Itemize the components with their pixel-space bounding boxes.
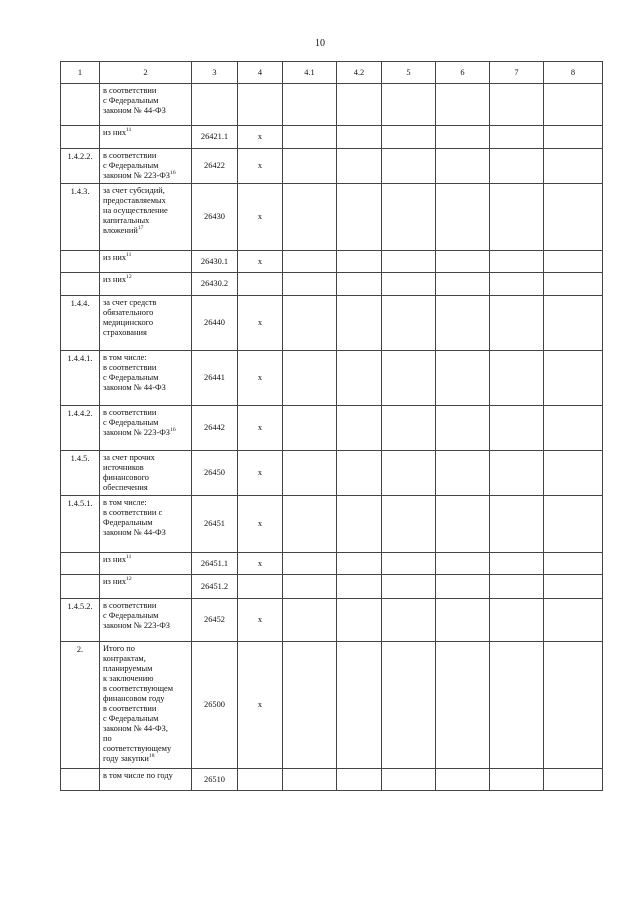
- row-col4-mark: x: [238, 406, 283, 451]
- label-line: с Федеральным: [103, 96, 159, 105]
- empty-cell: [544, 451, 603, 496]
- empty-cell: [283, 553, 337, 575]
- column-header: 6: [436, 62, 490, 84]
- empty-cell: [382, 642, 436, 769]
- empty-cell: [337, 251, 382, 273]
- row-code: 26430: [192, 184, 238, 251]
- empty-cell: [382, 296, 436, 351]
- empty-cell: [382, 149, 436, 184]
- empty-cell: [337, 451, 382, 496]
- label-line: в соответствии: [103, 704, 157, 713]
- row-number: [61, 553, 100, 575]
- row-col4-mark: x: [238, 553, 283, 575]
- footnote-ref: 11: [126, 554, 132, 561]
- label-line: законом № 44-ФЗ,: [103, 724, 168, 733]
- label-line: из них: [103, 555, 127, 564]
- table-row: [61, 406, 603, 451]
- table-row: [61, 149, 603, 184]
- empty-cell: [382, 406, 436, 451]
- label-line: году закупки: [103, 754, 149, 763]
- label-line: в соответствии: [103, 408, 157, 417]
- empty-cell: [436, 553, 490, 575]
- empty-cell: [436, 575, 490, 599]
- empty-cell: [337, 599, 382, 642]
- table-row: [61, 351, 603, 406]
- footnote-ref: 12: [126, 576, 132, 583]
- column-header: 2: [100, 62, 192, 84]
- row-col4-mark: x: [238, 149, 283, 184]
- row-number: [61, 251, 100, 273]
- row-label: [100, 351, 192, 406]
- row-code: 26451.1: [192, 553, 238, 575]
- table-row: [61, 126, 603, 149]
- row-label: [100, 149, 192, 184]
- empty-cell: [382, 273, 436, 296]
- empty-cell: [490, 496, 544, 553]
- row-number: 1.4.5.2.: [61, 599, 100, 642]
- label-line: соответствующему: [103, 744, 172, 753]
- empty-cell: [337, 273, 382, 296]
- row-code: [192, 84, 238, 126]
- empty-cell: [436, 451, 490, 496]
- column-header: 4.2: [337, 62, 382, 84]
- row-label: [100, 599, 192, 642]
- empty-cell: [490, 126, 544, 149]
- table-row: [61, 553, 603, 575]
- row-code: 26450: [192, 451, 238, 496]
- empty-cell: [490, 273, 544, 296]
- empty-cell: [436, 251, 490, 273]
- empty-cell: [436, 84, 490, 126]
- label-line: из них: [103, 577, 127, 586]
- label-line: в соответствии: [103, 151, 157, 160]
- empty-cell: [382, 451, 436, 496]
- table-row: [61, 273, 603, 296]
- label-line: из них: [103, 128, 127, 137]
- row-number: [61, 84, 100, 126]
- row-label: [100, 553, 192, 575]
- label-line: в соответствии: [103, 86, 157, 95]
- column-header: 3: [192, 62, 238, 84]
- column-header: 7: [490, 62, 544, 84]
- label-line: в том числе:: [103, 498, 147, 507]
- empty-cell: [382, 769, 436, 791]
- table-row: [61, 184, 603, 251]
- column-header: 1: [61, 62, 100, 84]
- table-row: [61, 642, 603, 769]
- empty-cell: [490, 149, 544, 184]
- empty-cell: [490, 575, 544, 599]
- label-line: из них: [103, 275, 127, 284]
- empty-cell: [337, 769, 382, 791]
- empty-cell: [544, 575, 603, 599]
- empty-cell: [337, 126, 382, 149]
- empty-cell: [283, 575, 337, 599]
- label-line: с Федеральным: [103, 161, 159, 170]
- row-col4-mark: [238, 273, 283, 296]
- empty-cell: [337, 184, 382, 251]
- empty-cell: [544, 251, 603, 273]
- row-code: 26442: [192, 406, 238, 451]
- empty-cell: [544, 184, 603, 251]
- empty-cell: [283, 273, 337, 296]
- column-header: 4.1: [283, 62, 337, 84]
- row-label: [100, 273, 192, 296]
- footnote-ref: 18: [148, 753, 155, 760]
- label-line: законом № 223-ФЗ: [103, 171, 171, 180]
- empty-cell: [436, 184, 490, 251]
- table-row: [61, 496, 603, 553]
- label-line: законом № 44-ФЗ: [103, 528, 166, 537]
- empty-cell: [337, 642, 382, 769]
- row-number: [61, 575, 100, 599]
- column-header: 4: [238, 62, 283, 84]
- row-col4-mark: [238, 84, 283, 126]
- row-number: [61, 769, 100, 791]
- row-col4-mark: x: [238, 451, 283, 496]
- empty-cell: [283, 406, 337, 451]
- empty-cell: [337, 406, 382, 451]
- empty-cell: [490, 84, 544, 126]
- empty-cell: [337, 496, 382, 553]
- row-label: [100, 642, 192, 769]
- label-line: законом № 44-ФЗ: [103, 383, 166, 392]
- header-row: [61, 62, 603, 84]
- row-label: [100, 184, 192, 251]
- row-number: 2.: [61, 642, 100, 769]
- empty-cell: [337, 149, 382, 184]
- table-row: [61, 84, 603, 126]
- label-line: предоставляемых: [103, 196, 166, 205]
- empty-cell: [382, 184, 436, 251]
- label-line: вложений: [103, 226, 138, 235]
- row-number: 1.4.4.2.: [61, 406, 100, 451]
- empty-cell: [544, 496, 603, 553]
- label-line: медицинского: [103, 318, 154, 327]
- empty-cell: [283, 769, 337, 791]
- empty-cell: [544, 406, 603, 451]
- label-line: с Федеральным: [103, 714, 159, 723]
- empty-cell: [382, 575, 436, 599]
- label-line: на осуществление: [103, 206, 168, 215]
- empty-cell: [436, 351, 490, 406]
- column-header: 5: [382, 62, 436, 84]
- row-label: [100, 769, 192, 791]
- empty-cell: [544, 599, 603, 642]
- empty-cell: [283, 451, 337, 496]
- empty-cell: [436, 149, 490, 184]
- label-line: с Федеральным: [103, 611, 159, 620]
- empty-cell: [382, 251, 436, 273]
- footnote-ref: 16: [170, 170, 176, 177]
- empty-cell: [544, 553, 603, 575]
- empty-cell: [283, 599, 337, 642]
- row-number: 1.4.4.: [61, 296, 100, 351]
- page-number: 10: [315, 38, 325, 49]
- label-line: законом № 44-ФЗ: [103, 106, 166, 115]
- label-line: за счет субсидий,: [103, 186, 165, 195]
- empty-cell: [490, 251, 544, 273]
- label-line: в соответствии: [103, 363, 157, 372]
- row-number: 1.4.3.: [61, 184, 100, 251]
- label-line: в соответствии с: [103, 508, 163, 517]
- empty-cell: [382, 599, 436, 642]
- table-row: [61, 599, 603, 642]
- empty-cell: [490, 184, 544, 251]
- row-label: [100, 126, 192, 149]
- empty-cell: [283, 184, 337, 251]
- row-code: 26430.1: [192, 251, 238, 273]
- table-header: [61, 62, 603, 84]
- empty-cell: [382, 84, 436, 126]
- empty-cell: [337, 296, 382, 351]
- row-col4-mark: x: [238, 642, 283, 769]
- label-line: финансовом году: [103, 694, 165, 703]
- label-line: планируемым: [103, 664, 153, 673]
- table-row: [61, 251, 603, 273]
- empty-cell: [283, 126, 337, 149]
- label-line: Итого по: [103, 644, 135, 653]
- label-line: капитальных: [103, 216, 150, 225]
- label-line: обеспечения: [103, 483, 148, 492]
- row-label: [100, 496, 192, 553]
- empty-cell: [283, 84, 337, 126]
- row-code: 26500: [192, 642, 238, 769]
- row-col4-mark: x: [238, 296, 283, 351]
- label-line: с Федеральным: [103, 373, 159, 382]
- row-code: 26452: [192, 599, 238, 642]
- empty-cell: [544, 296, 603, 351]
- footnote-ref: 16: [170, 427, 176, 434]
- label-line: в том числе:: [103, 353, 147, 362]
- empty-cell: [544, 273, 603, 296]
- empty-cell: [436, 769, 490, 791]
- row-col4-mark: x: [238, 599, 283, 642]
- empty-cell: [544, 642, 603, 769]
- table-row: [61, 451, 603, 496]
- row-label: [100, 451, 192, 496]
- empty-cell: [544, 126, 603, 149]
- table-row: [61, 575, 603, 599]
- empty-cell: [436, 126, 490, 149]
- label-line: из них: [103, 253, 127, 262]
- empty-cell: [490, 769, 544, 791]
- row-code: 26510: [192, 769, 238, 791]
- empty-cell: [544, 84, 603, 126]
- row-number: 1.4.5.1.: [61, 496, 100, 553]
- empty-cell: [490, 451, 544, 496]
- row-code: 26441: [192, 351, 238, 406]
- empty-cell: [544, 351, 603, 406]
- table-body: [61, 84, 603, 791]
- row-col4-mark: [238, 575, 283, 599]
- empty-cell: [490, 406, 544, 451]
- row-number: 1.4.5.: [61, 451, 100, 496]
- table-row: [61, 296, 603, 351]
- row-label: [100, 406, 192, 451]
- empty-cell: [544, 149, 603, 184]
- label-line: в соответствии: [103, 601, 157, 610]
- row-col4-mark: x: [238, 251, 283, 273]
- empty-cell: [490, 351, 544, 406]
- empty-cell: [490, 553, 544, 575]
- label-line: с Федеральным: [103, 418, 159, 427]
- row-col4-mark: x: [238, 126, 283, 149]
- label-line: обязательного: [103, 308, 154, 317]
- empty-cell: [436, 496, 490, 553]
- row-code: 26440: [192, 296, 238, 351]
- footnote-ref: 11: [126, 252, 132, 259]
- label-line: законом № 223-ФЗ: [103, 428, 171, 437]
- empty-cell: [283, 149, 337, 184]
- table-row: [61, 769, 603, 791]
- row-col4-mark: [238, 769, 283, 791]
- row-code: 26421.1: [192, 126, 238, 149]
- row-label: [100, 575, 192, 599]
- empty-cell: [283, 642, 337, 769]
- empty-cell: [436, 642, 490, 769]
- row-number: [61, 273, 100, 296]
- empty-cell: [283, 296, 337, 351]
- row-label: [100, 251, 192, 273]
- row-code: 26451: [192, 496, 238, 553]
- empty-cell: [436, 296, 490, 351]
- empty-cell: [436, 599, 490, 642]
- label-line: за счет прочих: [103, 453, 155, 462]
- footnote-ref: 11: [126, 127, 132, 134]
- label-line: финансового: [103, 473, 149, 482]
- label-line: источников: [103, 463, 144, 472]
- empty-cell: [337, 84, 382, 126]
- row-label: [100, 296, 192, 351]
- empty-cell: [283, 351, 337, 406]
- data-table: [60, 61, 603, 791]
- label-line: к заключению: [103, 674, 154, 683]
- footnote-ref: 17: [137, 225, 144, 232]
- row-number: 1.4.4.1.: [61, 351, 100, 406]
- row-col4-mark: x: [238, 496, 283, 553]
- empty-cell: [382, 553, 436, 575]
- empty-cell: [337, 351, 382, 406]
- empty-cell: [436, 406, 490, 451]
- row-code: 26422: [192, 149, 238, 184]
- label-line: за счет средств: [103, 298, 157, 307]
- row-code: 26430.2: [192, 273, 238, 296]
- empty-cell: [490, 296, 544, 351]
- row-code: 26451.2: [192, 575, 238, 599]
- label-line: страхования: [103, 328, 147, 337]
- row-number: [61, 126, 100, 149]
- empty-cell: [382, 126, 436, 149]
- empty-cell: [436, 273, 490, 296]
- label-line: по: [103, 734, 112, 743]
- row-col4-mark: x: [238, 351, 283, 406]
- label-line: в соответствующем: [103, 684, 174, 693]
- column-header: 8: [544, 62, 603, 84]
- empty-cell: [382, 351, 436, 406]
- row-number: 1.4.2.2.: [61, 149, 100, 184]
- label-line: контрактам,: [103, 654, 146, 663]
- empty-cell: [490, 642, 544, 769]
- empty-cell: [337, 553, 382, 575]
- row-label: [100, 84, 192, 126]
- label-line: законом № 223-ФЗ: [103, 621, 171, 630]
- empty-cell: [382, 496, 436, 553]
- label-line: в том числе по году: [103, 771, 173, 780]
- empty-cell: [490, 599, 544, 642]
- empty-cell: [337, 575, 382, 599]
- empty-cell: [544, 769, 603, 791]
- label-line: Федеральным: [103, 518, 153, 527]
- row-col4-mark: x: [238, 184, 283, 251]
- empty-cell: [283, 251, 337, 273]
- empty-cell: [283, 496, 337, 553]
- footnote-ref: 12: [126, 274, 132, 281]
